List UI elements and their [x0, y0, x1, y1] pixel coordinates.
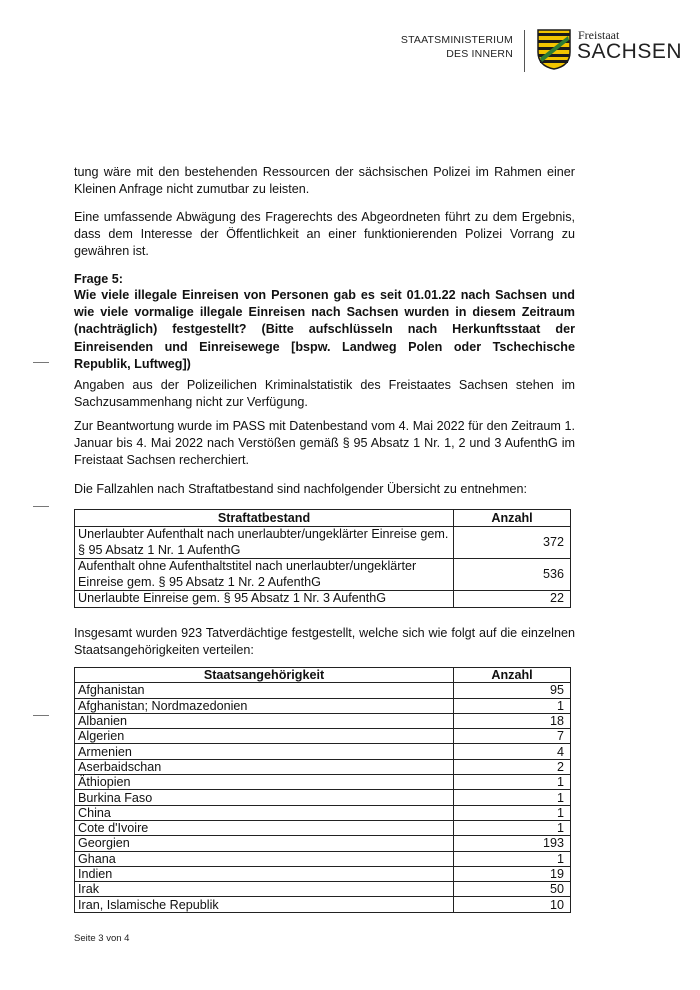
- row-value: 4: [454, 744, 571, 759]
- row-label: Irak: [75, 882, 454, 897]
- table-row: [75, 698, 571, 713]
- row-label: Cote d'Ivoire: [75, 820, 454, 835]
- question-text: Wie viele illegale Einreisen von Personen gab es seit 01.01.22 nach Sachsen und wie viele vormalige illegale Einreisen nach Sachsen wurden in diesem Zeitraum (nachträglich) festgestellt? (Bitte aufschlüsseln nach Herkunftsstaat der Einreisenden und Einreisewege [bspw. Landweg Polen oder Tschechische Republik, Luftweg]): [74, 288, 575, 371]
- row-label: Afghanistan; Nordmazedonien: [75, 698, 454, 713]
- freistaat-label: Freistaat: [578, 28, 620, 42]
- row-label: Aufenthalt ohne Aufenthaltstitel nach unerlaubter/ungeklärter Einreise gem. § 95 Absatz 1 Nr. 2 AufenthG: [75, 559, 454, 591]
- saxony-crest-icon: [536, 28, 572, 70]
- row-value: 372: [454, 527, 571, 559]
- table-row: [75, 836, 571, 851]
- sachsen-label: SACHSEN: [577, 40, 683, 63]
- offense-table: [74, 509, 571, 608]
- row-value: 18: [454, 713, 571, 728]
- margin-mark: [33, 506, 49, 507]
- row-label: Albanien: [75, 713, 454, 728]
- paragraph-3: Angaben aus der Polizeilichen Kriminalstatistik des Freistaates Sachsen stehen im Sachzusammenhang nicht zur Verfügung.: [74, 378, 575, 410]
- table-row: [75, 713, 571, 728]
- row-label: Unerlaubte Einreise gem. § 95 Absatz 1 Nr. 3 AufenthG: [75, 591, 454, 608]
- row-value: 50: [454, 882, 571, 897]
- table-row: [75, 759, 571, 774]
- row-value: 19: [454, 866, 571, 881]
- row-value: 1: [454, 775, 571, 790]
- row-value: 2: [454, 759, 571, 774]
- margin-mark: [33, 715, 49, 716]
- row-label: Indien: [75, 866, 454, 881]
- ministry-line-1: STAATSMINISTERIUM: [400, 34, 513, 46]
- table-row: [75, 683, 571, 698]
- row-value: 7: [454, 729, 571, 744]
- table-row: [75, 729, 571, 744]
- column-header: Anzahl: [454, 668, 571, 683]
- row-value: 1: [454, 790, 571, 805]
- row-value: 1: [454, 851, 571, 866]
- table-row: [75, 591, 571, 608]
- table-header-row: [75, 668, 571, 683]
- paragraph-4: Zur Beantwortung wurde im PASS mit Datenbestand vom 4. Mai 2022 für den Zeitraum 1. Januar bis 4. Mai 2022 nach Verstößen gemäß § 95 Absatz 1 Nr. 1, 2 und 3 AufenthG im Freistaat Sachsen recherchiert.: [74, 419, 575, 468]
- table-row: [75, 866, 571, 881]
- row-label: Äthiopien: [75, 775, 454, 790]
- table-row: [75, 882, 571, 897]
- row-label: Aserbaidschan: [75, 759, 454, 774]
- column-header: Staatsangehörigkeit: [75, 668, 454, 683]
- row-label: Unerlaubter Aufenthalt nach unerlaubter/ungeklärter Einreise gem. § 95 Absatz 1 Nr. 1 AufenthG: [75, 527, 454, 559]
- paragraph-6: Insgesamt wurden 923 Tatverdächtige festgestellt, welche sich wie folgt auf die einzelnen Staatsangehörigkeiten verteilen:: [74, 626, 575, 658]
- row-label: Ghana: [75, 851, 454, 866]
- header-divider: [524, 30, 525, 72]
- row-label: Armenien: [75, 744, 454, 759]
- paragraph-1: tung wäre mit den bestehenden Ressourcen der sächsischen Polizei im Rahmen einer Kleinen Anfrage nicht zumutbar zu leisten.: [74, 165, 575, 197]
- row-label: China: [75, 805, 454, 820]
- row-label: Afghanistan: [75, 683, 454, 698]
- table-row: [75, 527, 571, 559]
- column-header: Straftatbestand: [75, 510, 454, 527]
- table-row: [75, 897, 571, 912]
- table-row: [75, 744, 571, 759]
- nationality-table: [74, 667, 571, 913]
- ministry-line-2: DES INNERN: [446, 48, 513, 60]
- row-label: Burkina Faso: [75, 790, 454, 805]
- table-row: [75, 851, 571, 866]
- row-value: 95: [454, 683, 571, 698]
- paragraph-2: Eine umfassende Abwägung des Fragerechts des Abgeordneten führt zu dem Ergebnis, dass dem Interesse der Öffentlichkeit an einer funktionierenden Polizei Vorrang zu gewähren ist.: [74, 210, 575, 259]
- row-value: 22: [454, 591, 571, 608]
- table-row: [75, 805, 571, 820]
- question-title: Frage 5:: [74, 272, 123, 286]
- table-header-row: [75, 510, 571, 527]
- table-row: [75, 775, 571, 790]
- table-row: [75, 559, 571, 591]
- row-value: 10: [454, 897, 571, 912]
- row-value: 1: [454, 805, 571, 820]
- table-row: [75, 790, 571, 805]
- row-value: 1: [454, 820, 571, 835]
- table-row: [75, 820, 571, 835]
- paragraph-5: Die Fallzahlen nach Straftatbestand sind nachfolgender Übersicht zu entnehmen:: [74, 482, 527, 496]
- row-label: Georgien: [75, 836, 454, 851]
- margin-mark: [33, 362, 49, 363]
- row-value: 1: [454, 698, 571, 713]
- column-header: Anzahl: [454, 510, 571, 527]
- page-number: Seite 3 von 4: [74, 933, 130, 944]
- row-label: Iran, Islamische Republik: [75, 897, 454, 912]
- ministry-name: [395, 33, 513, 61]
- row-value: 536: [454, 559, 571, 591]
- row-label: Algerien: [75, 729, 454, 744]
- row-value: 193: [454, 836, 571, 851]
